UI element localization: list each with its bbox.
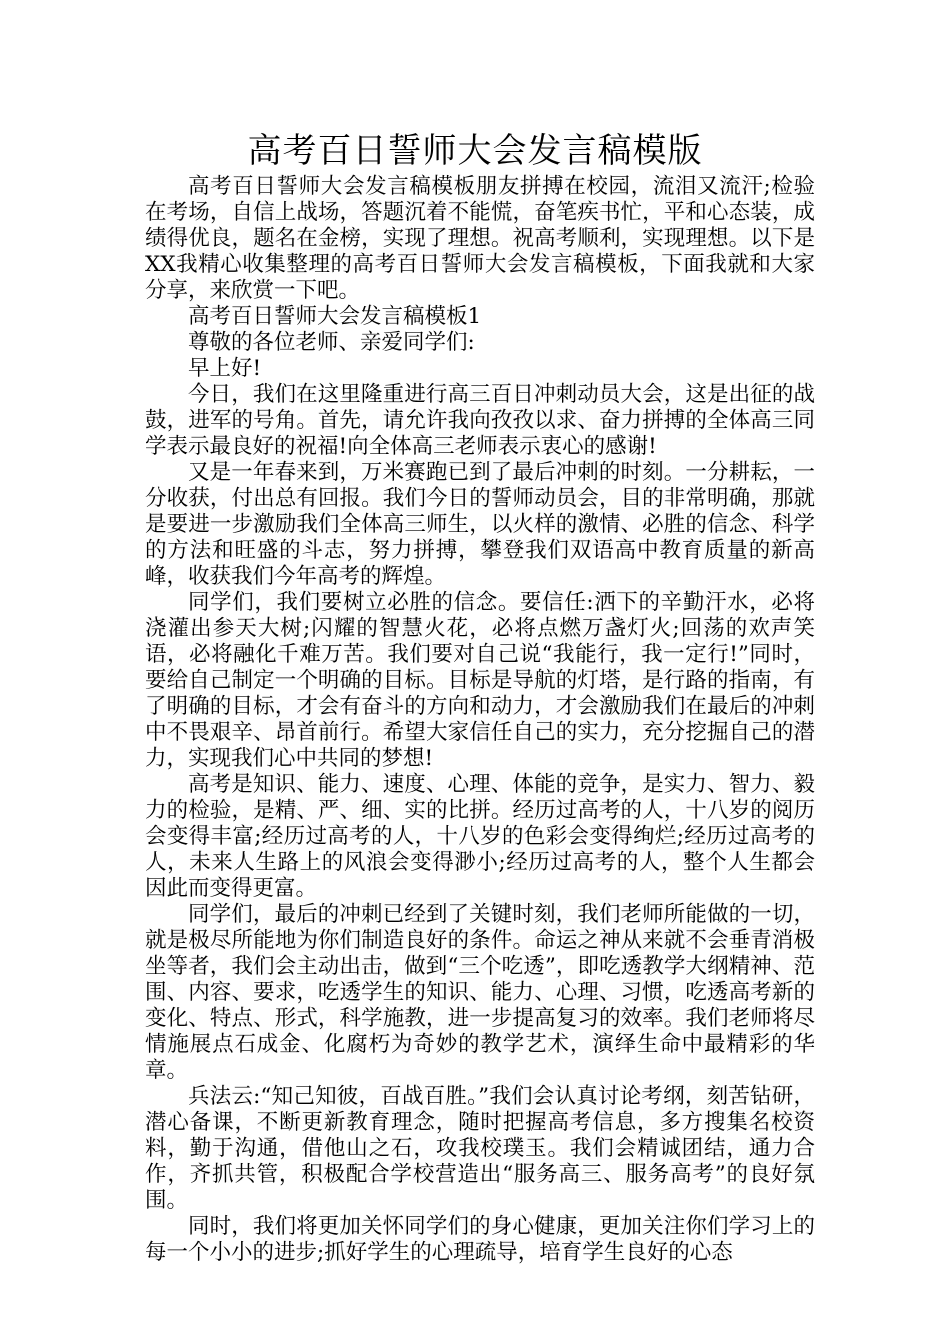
paragraph: 同学们，最后的冲刺已经到了关键时刻，我们老师所能做的一切，就是极尽所能地为你们制造良好的条件。命运之神从来就不会垂青消极坐等者，我们会主动出击，做到“三个吃透”，即吃透教学大纲精神、范围、内容、要求，吃透学生的知识、能力、心理、习惯，吃透高考新的变化、特点、形式，科学施教，进一步提高复习的效率。我们老师将尽情施展点石成金、化腐朽为奇妙的教学艺术，演绎生命中最精彩的华章。 <box>145 902 815 1083</box>
paragraph: 兵法云:“知己知彼，百战百胜。”我们会认真讨论考纲，刻苦钻研，潜心备课，不断更新教育理念，随时把握高考信息，多方搜集名校资料，勤于沟通，借他山之石，攻我校璞玉。我们会精诚团结，通力合作，齐抓共管，积极配合学校营造出“服务高三、服务高考”的良好氛围。 <box>145 1084 815 1213</box>
paragraph: 同时，我们将更加关怀同学们的身心健康，更加关注你们学习上的每一个小小的进步;抓好学生的心理疏导，培育学生良好的心态 <box>145 1214 815 1265</box>
paragraph: 又是一年春来到，万米赛跑已到了最后冲刺的时刻。一分耕耘，一分收获，付出总有回报。我们今日的誓师动员会，目的非常明确，那就是要进一步激励我们全体高三师生，以火样的激情、必胜的信念、科学的方法和旺盛的斗志，努力拼搏，攀登我们双语高中教育质量的新高峰，收获我们今年高考的辉煌。 <box>145 460 815 589</box>
paragraph-heading: 高考百日誓师大会发言稿模板1 <box>188 304 482 329</box>
paragraph-greeting: 早上好! <box>188 356 262 381</box>
paragraph-salutation: 尊敬的各位老师、亲爱同学们: <box>188 330 475 355</box>
paragraph: 高考是知识、能力、速度、心理、体能的竞争，是实力、智力、毅力的检验，是精、严、细、实的比拼。经历过高考的人，十八岁的阅历会变得丰富;经历过高考的人，十八岁的色彩会变得绚烂;经历过高考的人，未来人生路上的风浪会变得渺小;经历过高考的人，整个人生都会因此而变得更富。 <box>145 772 815 901</box>
paragraph-intro: 高考百日誓师大会发言稿模板朋友拼搏在校园，流泪又流汗;检验在考场，自信上战场，答题沉着不能慌，奋笔疾书忙，平和心态装，成绩得优良，题名在金榜，实现了理想。祝高考顺利，实现理想。以下是XX我精心收集整理的高考百日誓师大会发言稿模板，下面我就和大家分享，来欣赏一下吧。 <box>145 174 815 303</box>
paragraph: 今日，我们在这里隆重进行高三百日冲刺动员大会，这是出征的战鼓，进军的号角。首先，请允许我向孜孜以求、奋力拼搏的全体高三同学表示最良好的祝福!向全体高三老师表示衷心的感谢! <box>145 382 815 459</box>
paragraph: 同学们，我们要树立必胜的信念。要信任:洒下的辛勤汗水，必将浇灌出参天大树;闪耀的智慧火花，必将点燃万盏灯火;回荡的欢声笑语，必将融化千难万苦。我们要对自己说“我能行，我一定行!”同时，要给自己制定一个明确的目标。目标是导航的灯塔，是行路的指南，有了明确的目标，才会有奋斗的方向和动力，才会激励我们在最后的冲刺中不畏艰辛、昂首前行。希望大家信任自己的实力，充分挖掘自己的潜力，实现我们心中共同的梦想! <box>145 590 815 771</box>
document-title: 高考百日誓师大会发言稿模版 <box>247 131 703 171</box>
document-body <box>145 174 815 1266</box>
